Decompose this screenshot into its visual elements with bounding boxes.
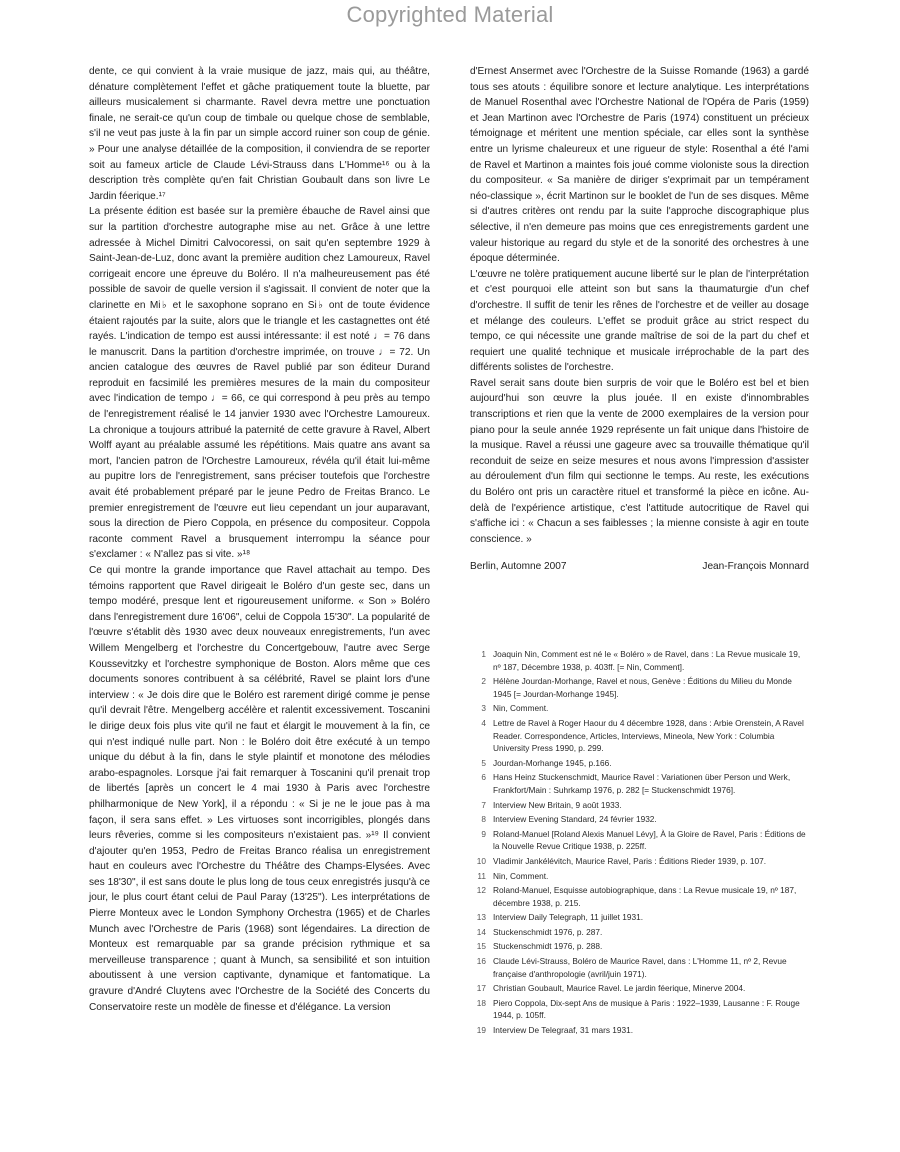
text-column-right	[470, 64, 809, 575]
footnote	[470, 717, 809, 755]
footnote-text: Nin, Comment.	[493, 703, 549, 714]
footnote-number: 4	[481, 717, 486, 728]
footnote-number: 15	[476, 941, 486, 952]
footnote	[470, 870, 809, 883]
footnote-number: 3	[481, 703, 486, 714]
paragraph: La présente édition est basée sur la première ébauche de Ravel ainsi que sur la partition d'orchestre autographe mise au net. Grâce à une lettre adressée à Michel Dimitri Calvocoressi, on sait qu'en septembre 1929 à Saint-Jean-de-Luz, donc avant la première audition chez Lamoureux, Ravel corrigeait encore une épreuve du Boléro. Il n'a malheureusement pas été possible de savoir de quelle version il s'agissait. Il convient de noter que la clarinette en Mi♭ et le saxophone soprano en Si♭ ont de toute évidence étaient rajoutés par la suite, alors que le triangle et les castagnettes ont été rayés. L'indication de tempo est aussi intéressante: il est noté ♩= 76 dans le manuscrit. Dans la partition d'orchestre imprimée, on trouve ♩= 72. Un ancien catalogue des œuvres de Ravel publié par son éditeur Durand reproduit en facsimilé les premières mesures de la main du compositeur avec l'indication de tempo ♩= 66, ce qui correspond à peu près au tempo de l'enregistrement réalisé le 14 janvier 1930 avec l'Orchestre Lamoureux. La chronique a toujours attribué la paternité de cette gravure à Ravel, Albert Wolff ayant au préalable assumé les répétitions. Mais quatre ans avant sa mort, l'ancien patron de l'Orchestre Lamoureux, révéla qu'il était lui-même au pupitre lors de l'enregistrement, sans préciser toutefois que l'orchestre avait été probablement préparé par le jeune Pedro de Freitas Branco. Le premier enregistrement de l'œuvre eut lieu cependant un jour auparavant, sous la direction de Piero Coppola, en présence du compositeur. Coppola raconte comment Ravel a brusquement interrompu la séance pour s'exclamer : « N'allez pas si vite. »¹⁸	[89, 206, 430, 561]
footnote-text: Hans Heinz Stuckenschmidt, Maurice Ravel : Variationen über Person und Werk, Frankfort/Main : Suhrkamp 1976, p. 282 [= Stuckenschmidt 1976].	[493, 772, 791, 795]
signature-line	[470, 559, 809, 575]
footnote-text: Claude Lévi-Strauss, Boléro de Maurice Ravel, dans : L'Homme 11, nº 2, Revue française d'anthropologie (avril/juin 1971).	[493, 956, 787, 979]
footnote-number: 10	[476, 855, 486, 866]
footnote-number: 12	[476, 885, 486, 896]
paragraph: dente, ce qui convient à la vraie musique de jazz, mais qui, au théâtre, dénature complètement l'effet et gâche pratiquement toute la bluette, par ailleurs musicalement si charmante. Ravel devra mettre une ponctuation finale, ne serait-ce qu'un coup de timbale ou quelque chose de semblable, s'il ne veut pas juste à la fin par un simple accord ruiner son coup de génie. » Pour une analyse détaillée de la composition, il conviendra de se reporter soit au fameux article de Claude Lévi-Strauss dans L'Homme¹⁶ ou à la description très complète qu'en fait Christian Goubault dans son livre Le Jardin féerique.¹⁷	[89, 66, 430, 202]
footnote-number: 7	[481, 799, 486, 810]
footnote	[470, 771, 809, 796]
footnote-text: Joaquin Nin, Comment est né le « Boléro » de Ravel, dans : La Revue musicale 19, nº 187, Décembre 1938, p. 403ff. [= Nin, Comment].	[493, 649, 801, 672]
footnote	[470, 675, 809, 700]
footnote	[470, 955, 809, 980]
footnote-text: Lettre de Ravel à Roger Haour du 4 décembre 1928, dans : Arbie Orenstein, A Ravel Reader. Correspondence, Articles, Interviews, Mineola, New York : Columbia University Press 1990, p. 299.	[493, 717, 804, 754]
text-column-left	[89, 64, 430, 1015]
footnote-text: Christian Goubault, Maurice Ravel. Le jardin féerique, Minerve 2004.	[493, 983, 746, 994]
footnote	[470, 757, 809, 770]
footnote-number: 5	[481, 757, 486, 768]
paragraph: Ravel serait sans doute bien surpris de voir que le Boléro est bel et bien aujourd'hui son œuvre la plus jouée. Il en existe d'innombrables transcriptions et rien que la vente de 2000 exemplaires de la version pour piano pour la seule année 1929 représente un fait unique dans l'histoire de la musique. Ravel a réussi une gageure avec sa trouvaille thématique qu'il reconduit de seize en seize mesures et nous avons l'impression d'assister au déroulement d'un film qui sectionne le temps. Au reste, les exécutions du Boléro ont pris un caractère rituel et transformé la pièce en icône. Au-delà de l'expérience artistique, c'est l'attitude autocritique de Ravel qui s'affiche ici : « Chacun a ses faiblesses ; la mienne consiste à agir en toute conscience. »	[470, 377, 809, 545]
footnote	[470, 648, 809, 673]
place-date: Berlin, Automne 2007	[470, 561, 567, 573]
footnote	[470, 855, 809, 868]
footnote-text: Hélène Jourdan-Morhange, Ravel et nous, Genève : Éditions du Milieu du Monde 1945 [= Jourdan-Morhange 1945].	[493, 676, 792, 699]
footnote-number: 19	[476, 1025, 486, 1036]
footnote	[470, 940, 809, 953]
footnote-number: 18	[476, 997, 486, 1008]
footnote	[470, 702, 809, 715]
footnote	[470, 884, 809, 909]
footnote	[470, 1024, 809, 1037]
footnote	[470, 982, 809, 995]
footnote	[470, 997, 809, 1022]
footnote-number: 17	[476, 983, 486, 994]
footnote	[470, 828, 809, 853]
footnote-number: 6	[481, 772, 486, 783]
footnote-number: 1	[481, 649, 486, 659]
footnote-text: Interview Evening Standard, 24 février 1932.	[493, 814, 657, 825]
copyright-watermark: Copyrighted Material	[346, 2, 554, 27]
footnote-number: 9	[481, 828, 486, 839]
footnote-number: 8	[481, 814, 486, 825]
footnote-number: 14	[476, 926, 486, 937]
footnote	[470, 926, 809, 939]
footnote-text: Roland-Manuel [Roland Alexis Manuel Lévy], À la Gloire de Ravel, Paris : Éditions de la Nouvelle Revue Critique 1938, p. 225ff.	[493, 828, 806, 852]
footnote	[470, 813, 809, 826]
footnotes	[470, 648, 809, 1039]
footnote-number: 16	[476, 956, 486, 967]
footnote-text: Nin, Comment.	[493, 870, 549, 881]
footnote-text: Stuckenschmidt 1976, p. 288.	[493, 941, 603, 952]
author-name: Jean-François Monnard	[702, 561, 809, 573]
paragraph: Ce qui montre la grande importance que Ravel attachait au tempo. Des témoins rapportent que Ravel dirigeait le Boléro d'un geste sec, dans un tempo modéré, presque lent et rigoureusement uniforme. « Son » Boléro dans l'enregistrement dure 16'06", celui de Coppola 15'30". La popularité de l'œuvre s'établit dès 1930 avec deux nouveaux enregistrements, l'un avec Willem Mengelberg et l'orchestre du Concertgebouw, l'autre avec Serge Koussevitzky et l'orchestre symphonique de Boston. Alors même que ces documents sonores contribuent à sa célébrité, Ravel se plaint lors d'une interview : « Je dois dire que le Boléro est rarement dirigé comme je pense qu'il devrait l'être. Mengelberg accélère et ralentit excessivement. Toscanini le dirige deux fois plus vite qu'il ne faut et élargit le mouvement à la fin, ce qui n'est indiqué nulle part. Non : le Boléro doit être exécuté à un tempo unique du début à la fin, dans le style plaintif et monotone des mélodies arabo-espagnoles. Lorsque j'ai fait remarquer à Toscanini qu'il prenait trop de libertés [après un concert le 4 mai 1930 à Paris avec l'orchestre philharmonique de New York], il a répondu : « Si je ne le joue pas à ma façon, il sera sans effet. » Les virtuoses sont incorrigibles, plongés dans leurs rêveries, comme si les compositeurs n'existaient pas. »¹⁹ Il convient d'ajouter qu'en 1953, Pedro de Freitas Branco réalisa un enregistrement haut en couleurs avec l'Orchestre du Théâtre des Champs-Elysées. Avec ses 18'30", il est sans doute le plus long de tous ceux enregistrés jusqu'à ce jour, le plus court étant celui de Paul Paray (13'25"). Les interprétations de Pierre Monteux avec le London Symphony Orchestra (1965) et de Charles Munch avec l'Orchestre de Paris (1968) sont légendaires. La direction de Monteux est remarquable par sa grande précision rythmique et sa merveilleuse transparence ; quant à Munch, sa sensibilité et son intuition aboutissent à une version captivante, dynamique et fantomatique. La gravure d'André Cluytens avec l'Orchestre de la Société des Concerts du Conservatoire reste un modèle de finesse et d'élégance. La version	[89, 565, 430, 1013]
footnote-number: 2	[481, 676, 486, 687]
footnote-number: 13	[476, 912, 486, 923]
footnote-text: Interview De Telegraaf, 31 mars 1931.	[493, 1025, 634, 1036]
paragraph: L'œuvre ne tolère pratiquement aucune liberté sur le plan de l'interprétation et c'est pourquoi elle atteint son but sans la thaumaturgie d'un chef d'orchestre. Il suffit de tenir les rênes de l'orchestre et de veiller au dosage et mélange des couleurs. L'effet se produit grâce au strict respect du tempo, ce qui nécessite une grande maîtrise de soi de la part du chef et requiert une qualité technique et musicale irréprochable de la part des différents solistes de l'orchestre.	[470, 268, 809, 374]
footnote	[470, 799, 809, 812]
footnote-number: 11	[477, 870, 486, 881]
footnote-text: Interview New Britain, 9 août 1933.	[493, 799, 622, 810]
footnote-text: Interview Daily Telegraph, 11 juillet 1931.	[493, 912, 644, 923]
footnote-text: Jourdan-Morhange 1945, p.166.	[493, 757, 612, 768]
footnote-text: Stuckenschmidt 1976, p. 287.	[493, 926, 603, 937]
footnote-text: Piero Coppola, Dix-sept Ans de musique à Paris : 1922–1939, Lausanne : F. Rouge 1944, p. 105ff.	[493, 997, 800, 1021]
paragraph: d'Ernest Ansermet avec l'Orchestre de la Suisse Romande (1963) a gardé tous ses atouts : équilibre sonore et lecture analytique. Les interprétations de Manuel Rosenthal avec l'Orchestre National de l'Opéra de Paris (1959) et Jean Martinon avec l'Orchestre de Paris (1974) constituent un précieux témoignage et méritent une mention spéciale, car elles sont la synthèse entre un lyrisme chaleureux et une rigueur de style: Rosenthal a été l'ami de Ravel et Martinon a maintes fois joué comme violoniste sous la direction du compositeur. « Sa manière de diriger s'exprimait par un tempérament néo-classique », écrit Martinon sur le booklet de l'un de ses disques. Même si d'autres critères ont rendu par la suite l'approche discographique plus sélective, il n'en demeure pas moins que ces enregistrements gardent une valeur historique au regard du style et de la sonorité des orchestres à une époque déterminée.	[470, 66, 809, 265]
footnote-text: Roland-Manuel, Esquisse autobiographique, dans : La Revue musicale 19, nº 187, décembre 1938, p. 215.	[493, 885, 797, 908]
footnote	[470, 911, 809, 924]
footnote-text: Vladimir Jankélévitch, Maurice Ravel, Paris : Éditions Rieder 1939, p. 107.	[493, 855, 767, 866]
